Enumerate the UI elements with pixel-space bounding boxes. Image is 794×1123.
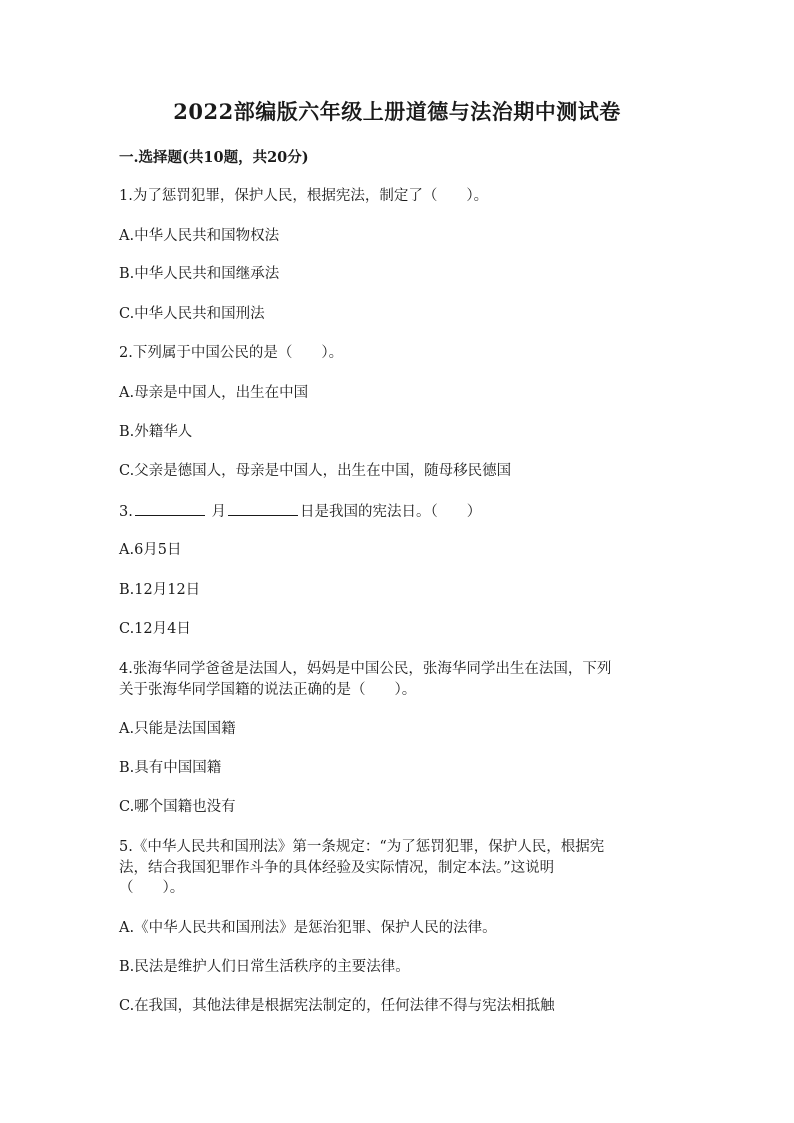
question-2-stem: 2.下列属于中国公民的是（ ）。: [119, 345, 344, 361]
question-5-option-b: B.民法是维护人们日常生活秩序的主要法律。: [119, 959, 410, 975]
question-3-stem: [119, 501, 481, 523]
month-blank: [135, 501, 205, 516]
question-2-option-b: B.外籍华人: [119, 424, 193, 440]
question-4-option-a: A.只能是法国国籍: [119, 721, 236, 737]
question-5-stem-line-3: （ ）。: [119, 880, 185, 896]
question-3-option-c: C.12月4日: [119, 621, 191, 637]
question-3-prefix: 3.: [119, 504, 133, 520]
question-1-option-a: A.中华人民共和国物权法: [119, 228, 280, 244]
question-1-option-c: C.中华人民共和国刑法: [119, 306, 265, 322]
question-3-suffix: 日是我国的宪法日。（ ）: [299, 504, 482, 520]
question-3-option-a: A.6月5日: [119, 542, 182, 558]
day-blank: [228, 501, 298, 516]
question-1-option-b: B.中华人民共和国继承法: [119, 266, 280, 282]
question-4-stem-line-2: 关于张海华同学国籍的说法正确的是（ ）。: [119, 682, 417, 698]
question-1-stem: 1.为了惩罚犯罪，保护人民，根据宪法，制定了（ ）。: [119, 188, 489, 204]
question-2-option-c: C.父亲是德国人，母亲是中国人，出生在中国，随母移民德国: [119, 463, 512, 479]
section-heading: 一.选择题(共10题，共20分): [119, 149, 309, 166]
question-2-option-a: A.母亲是中国人，出生在中国: [119, 385, 309, 401]
question-3-option-b: B.12月12日: [119, 582, 201, 598]
question-4-stem-line-1: 4.张海华同学爸爸是法国人，妈妈是中国公民，张海华同学出生在法国，下列: [119, 661, 612, 677]
question-3-month-label: 月: [211, 504, 226, 520]
question-5-option-a: A.《中华人民共和国刑法》是惩治犯罪、保护人民的法律。: [119, 920, 497, 936]
question-5-stem-line-1: 5.《中华人民共和国刑法》第一条规定：“为了惩罚犯罪，保护人民，根据宪: [119, 839, 605, 855]
question-4-option-c: C.哪个国籍也没有: [119, 799, 236, 815]
question-4-option-b: B.具有中国国籍: [119, 760, 222, 776]
question-5-stem-line-2: 法，结合我国犯罪作斗争的具体经验及实际情况，制定本法。”这说明: [119, 860, 555, 876]
page-title: 2022部编版六年级上册道德与法治期中测试卷: [173, 99, 621, 124]
question-5-option-c: C.在我国，其他法律是根据宪法制定的，任何法律不得与宪法相抵触: [119, 998, 555, 1014]
